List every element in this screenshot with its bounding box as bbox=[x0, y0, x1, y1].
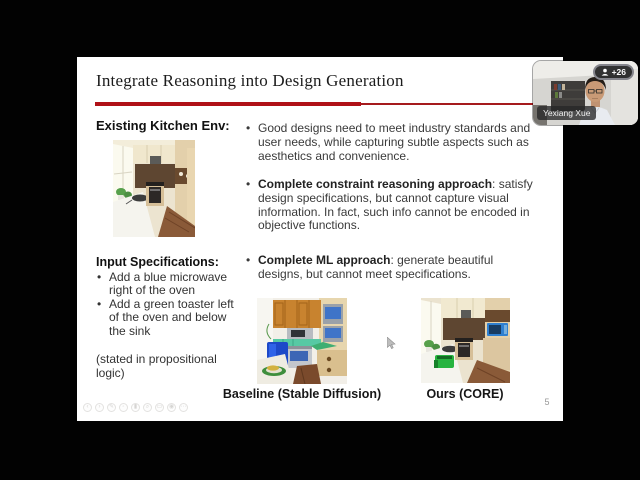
spec-item-text: Add a green toaster left of the oven and below the sink bbox=[109, 296, 234, 338]
presentation-slide bbox=[77, 57, 563, 421]
bullet-ml-approach bbox=[244, 254, 540, 282]
participants-count: +26 bbox=[611, 67, 626, 77]
zoom-icon[interactable]: ⌕ bbox=[143, 403, 152, 412]
next-slide-icon[interactable]: › bbox=[95, 403, 104, 412]
baseline-result-photo bbox=[257, 298, 347, 384]
bullet-bold-text: Complete ML approach bbox=[258, 253, 391, 267]
webcam-overlay[interactable] bbox=[533, 61, 638, 125]
ours-caption: Ours (CORE) bbox=[426, 387, 504, 401]
propositional-logic-footnote: (stated in propositional logic) bbox=[96, 352, 217, 380]
slide-title: Integrate Reasoning into Design Generation bbox=[96, 71, 404, 90]
participant-name-tag: Yexiang Xue bbox=[537, 106, 596, 120]
bullet-constraint-reasoning bbox=[244, 178, 540, 233]
title-underline-thick bbox=[95, 102, 361, 106]
bullet-icon: • bbox=[246, 253, 251, 267]
bullet-icon: • bbox=[97, 296, 102, 311]
laser-pointer-icon[interactable]: ◦ bbox=[119, 403, 128, 412]
highlighter-icon[interactable]: ▮ bbox=[131, 403, 140, 412]
ours-result-photo bbox=[421, 298, 510, 383]
record-icon[interactable]: ◉ bbox=[168, 404, 175, 410]
bullet-text: : generate beautiful designs, but cannot meet specifications. bbox=[258, 253, 494, 281]
baseline-kitchen-illustration bbox=[257, 298, 347, 384]
existing-kitchen-illustration bbox=[113, 140, 195, 237]
bullet-icon: • bbox=[246, 121, 251, 135]
slide-page-number: 5 bbox=[544, 397, 550, 407]
bullet-text: : satisfy design specifications, but cannot capture visual information. In fact, such info cannot be encoded in objective functions. bbox=[258, 177, 533, 233]
subtitles-icon[interactable]: ▭ bbox=[156, 404, 163, 410]
bullet-good-designs bbox=[244, 122, 540, 163]
bullet-icon: • bbox=[97, 270, 102, 284]
bullet-bold-text: Complete constraint reasoning approach bbox=[258, 177, 493, 191]
ours-kitchen-illustration bbox=[421, 298, 510, 383]
slideshow-controls bbox=[83, 403, 188, 412]
previous-slide-icon[interactable]: ‹ bbox=[83, 403, 92, 412]
more-icon[interactable]: ⋯ bbox=[180, 404, 187, 410]
baseline-caption: Baseline (Stable Diffusion) bbox=[222, 387, 382, 401]
spec-item bbox=[96, 298, 238, 338]
spec-item-text: Add a blue microwave right of the oven bbox=[109, 270, 228, 298]
existing-kitchen-photo bbox=[113, 140, 195, 237]
existing-kitchen-header: Existing Kitchen Env: bbox=[96, 118, 230, 133]
pen-icon[interactable]: ✎ bbox=[108, 404, 115, 410]
bullet-text: Good designs need to meet industry standards and user needs, while capturing subtle aspects such as aesthetics and convenience. bbox=[258, 121, 531, 163]
participants-count-badge[interactable] bbox=[593, 64, 634, 80]
mouse-cursor-icon bbox=[387, 336, 396, 354]
input-specs-header: Input Specifications: bbox=[96, 255, 219, 269]
input-specs-list bbox=[96, 271, 238, 338]
spec-item bbox=[96, 271, 238, 298]
bullet-icon: • bbox=[246, 177, 251, 191]
participants-icon bbox=[601, 68, 609, 76]
